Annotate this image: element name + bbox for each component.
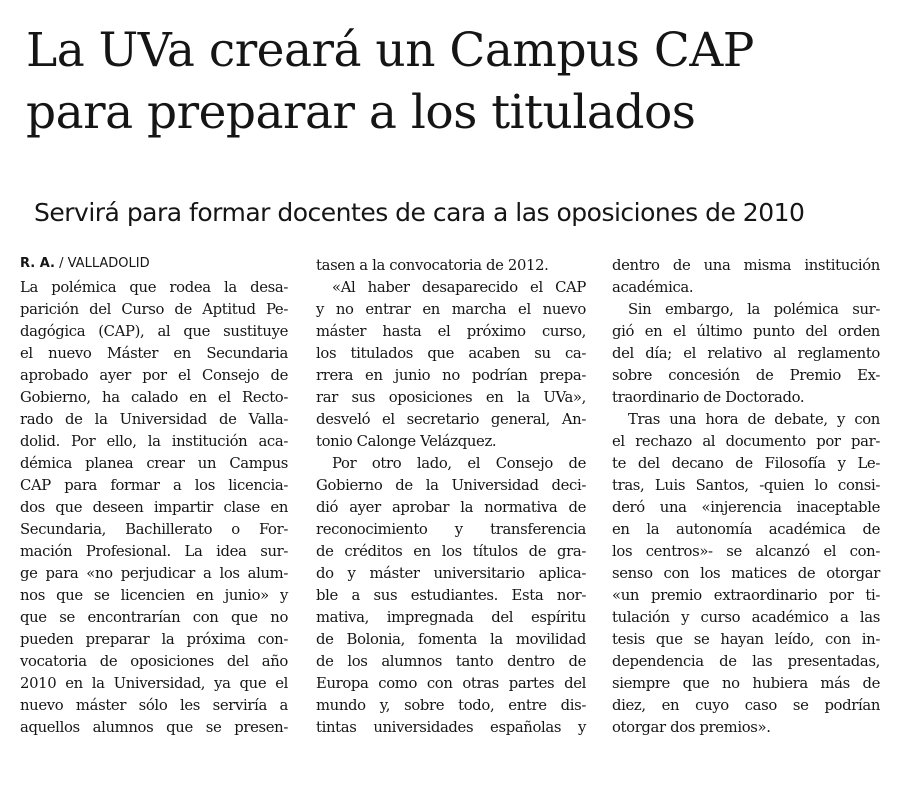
text-line: tulación y curso académico a las — [612, 609, 880, 626]
subheadline: Servirá para formar docentes de cara a las oposiciones de 2010 — [34, 198, 805, 227]
article-column-1 — [20, 255, 288, 739]
text-line: en la autonomía académica de — [612, 521, 880, 538]
byline-spacer — [20, 255, 288, 277]
text-line: «un premio extraordinario por ti- — [612, 587, 880, 604]
text-line: tasen a la convocatoria de 2012. — [316, 257, 549, 274]
text-line: de créditos en los títulos de gra- — [316, 543, 586, 560]
text-line: dos que deseen impartir clase en — [20, 499, 288, 516]
text-line: el nuevo Máster en Secundaria — [20, 345, 288, 362]
text-line: Gobierno, ha calado en el Recto- — [20, 389, 288, 406]
text-line: reconocimiento y transferencia — [316, 521, 586, 538]
headline — [26, 20, 906, 144]
text-line: tintas universidades españolas y — [316, 719, 586, 736]
text-line: vocatoria de oposiciones del año — [20, 653, 288, 670]
text-line: mundo y, sobre todo, entre dis- — [316, 697, 586, 714]
text-line: mativa, impregnada del espíritu — [316, 609, 586, 626]
headline-line: para preparar a los titulados — [26, 85, 696, 140]
byline-author: R. A. — [20, 256, 55, 271]
text-line: los titulados que acaben su ca- — [316, 345, 586, 362]
text-line: Gobierno de la Universidad deci- — [316, 477, 586, 494]
text-line: do y máster universitario aplica- — [316, 565, 586, 582]
text-line: del día; el relativo al reglamento — [612, 345, 880, 362]
text-line: Por otro lado, el Consejo de — [332, 455, 586, 472]
text-line: «Al haber desaparecido el CAP — [332, 279, 586, 296]
text-line: tras, Luis Santos, -quien lo consi- — [612, 477, 880, 494]
text-line: Tras una hora de debate, y con — [628, 411, 880, 428]
text-line: dió ayer aprobar la normativa de — [316, 499, 586, 516]
text-line: tesis que se hayan leído, con in- — [612, 631, 880, 648]
text-line: Europa como con otras partes del — [316, 675, 586, 692]
text-line: los centros»- se alcanzó el con- — [612, 543, 880, 560]
text-line: ble a sus estudiantes. Esta nor- — [316, 587, 586, 604]
text-line: de Bolonia, fomenta la movilidad — [316, 631, 586, 648]
text-line: máster hasta el próximo curso, — [316, 323, 586, 340]
text-line: gió en el último punto del orden — [612, 323, 880, 340]
text-line: nuevo máster sólo les serviría a — [20, 697, 288, 714]
text-line: démica planea crear un Campus — [20, 455, 288, 472]
text-line: ge para «no perjudicar a los alum- — [20, 565, 288, 582]
byline-location: VALLADOLID — [67, 256, 150, 271]
text-line: deró una «injerencia inaceptable — [612, 499, 880, 516]
text-line: traordinario de Doctorado. — [612, 389, 805, 406]
text-line: dependencia de las presentadas, — [612, 653, 880, 670]
headline-line: La UVa creará un Campus CAP — [26, 23, 754, 78]
text-line: pueden preparar la próxima con- — [20, 631, 288, 648]
text-line: el rechazo al documento por par- — [612, 433, 880, 450]
text-line: te del decano de Filosofía y Le- — [612, 455, 880, 472]
article-column-3 — [612, 255, 880, 739]
text-line: 2010 en la Universidad, ya que el — [20, 675, 288, 692]
text-line: dagógica (CAP), al que sustituye — [20, 323, 288, 340]
text-line: aquellos alumnos que se presen- — [20, 719, 288, 736]
text-line: diez, en cuyo caso se podrían — [612, 697, 880, 714]
text-line: dolid. Por ello, la institución aca- — [20, 433, 288, 450]
article-column-2 — [316, 255, 586, 739]
text-line: rrera en junio no podrían prepa- — [316, 367, 586, 384]
text-line: mación Profesional. La idea sur- — [20, 543, 288, 560]
text-line: rado de la Universidad de Valla- — [20, 411, 288, 428]
text-line: rar sus oposiciones en la UVa», — [316, 389, 586, 406]
text-line: desveló el secretario general, An- — [316, 411, 586, 428]
text-line: nos que se licencien en junio» y — [20, 587, 288, 604]
text-line: de los alumnos tanto dentro de — [316, 653, 586, 670]
text-line: académica. — [612, 279, 694, 296]
text-line: otorgar dos premios». — [612, 719, 771, 736]
text-line: y no entrar en marcha el nuevo — [316, 301, 586, 318]
text-line: tonio Calonge Velázquez. — [316, 433, 497, 450]
text-line: sobre concesión de Premio Ex- — [612, 367, 880, 384]
text-line: La polémica que rodea la desa- — [20, 279, 288, 296]
text-line: dentro de una misma institución — [612, 257, 880, 274]
text-line: Secundaria, Bachillerato o For- — [20, 521, 288, 538]
text-line: aprobado ayer por el Consejo de — [20, 367, 288, 384]
text-line: senso con los matices de otorgar — [612, 565, 880, 582]
text-line: que se encontrarían con que no — [20, 609, 288, 626]
text-line: parición del Curso de Aptitud Pe- — [20, 301, 288, 318]
text-line: CAP para formar a los licencia- — [20, 477, 288, 494]
byline-separator: / — [54, 256, 68, 271]
text-line: Sin embargo, la polémica sur- — [628, 301, 880, 318]
text-line: siempre que no hubiera más de — [612, 675, 880, 692]
